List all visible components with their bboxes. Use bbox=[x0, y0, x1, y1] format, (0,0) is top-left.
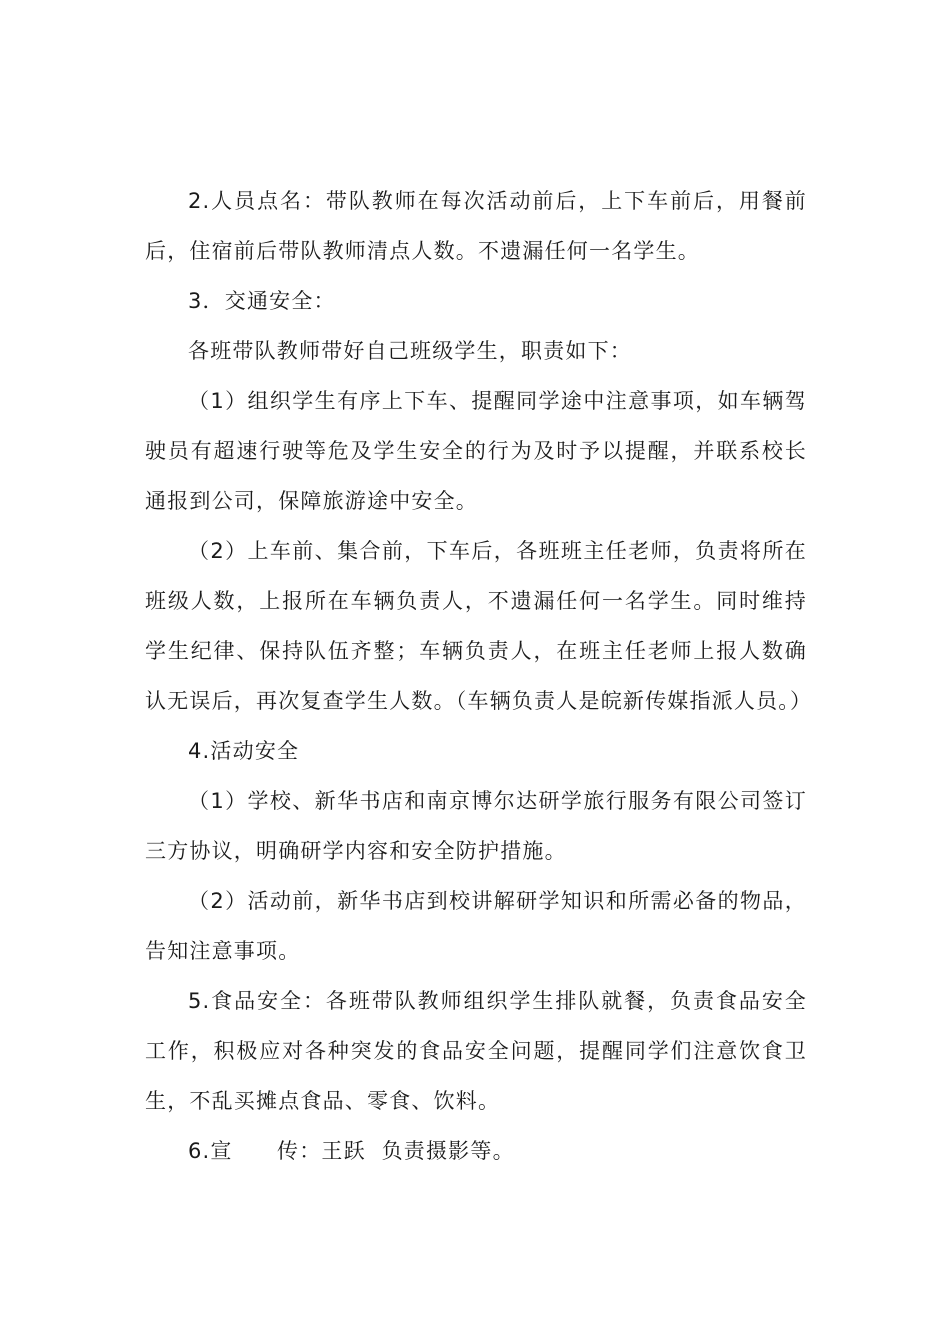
paragraph-activity-item-2: （2）活动前，新华书店到校讲解研学知识和所需必备的物品，告知注意事项。 bbox=[145, 889, 807, 963]
heading-traffic-safety: 3．交通安全： bbox=[188, 289, 336, 313]
heading-activity-safety: 4.活动安全 bbox=[188, 739, 300, 763]
paragraph-traffic-item-2: （2）上车前、集合前，下车后，各班班主任老师，负责将所在班级人数，上报所在车辆负责人，不遗漏任何一名学生。同时维持学生纪律、保持队伍齐整；车辆负责人，在班主任老师上报人数确认无误后，再次复查学生人数。（车辆负责人是皖新传媒指派人员。） bbox=[145, 539, 813, 713]
paragraph-teacher-duties: 各班带队教师带好自己班级学生，职责如下： bbox=[188, 339, 632, 363]
document-body bbox=[145, 176, 813, 1176]
paragraph-food-safety: 5.食品安全：各班带队教师组织学生排队就餐，负责食品安全工作，积极应对各种突发的食品安全问题，提醒同学们注意饮食卫生，不乱买摊点食品、零食、饮料。 bbox=[145, 989, 807, 1113]
paragraph-activity-item-1: （1）学校、新华书店和南京博尔达研学旅行服务有限公司签订三方协议，明确研学内容和安全防护措施。 bbox=[145, 789, 807, 863]
paragraph-publicity: 6.宣 传：王跃 负责摄影等。 bbox=[188, 1139, 515, 1163]
paragraph-traffic-item-1: （1）组织学生有序上下车、提醒同学途中注意事项，如车辆驾驶员有超速行驶等危及学生安全的行为及时予以提醒，并联系校长通报到公司，保障旅游途中安全。 bbox=[145, 389, 807, 513]
paragraph-roll-call: 2.人员点名：带队教师在每次活动前后，上下车前后，用餐前后，住宿前后带队教师清点人数。不遗漏任何一名学生。 bbox=[145, 189, 807, 263]
